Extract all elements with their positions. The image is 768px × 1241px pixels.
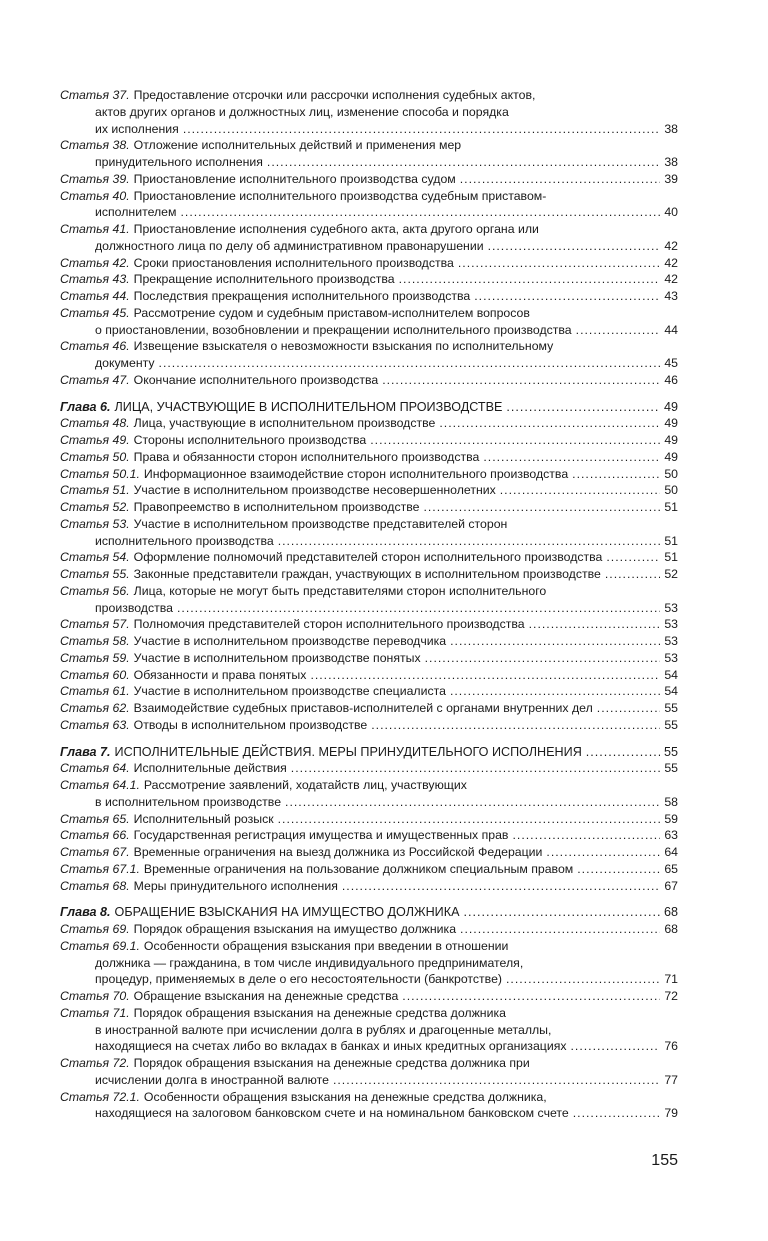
toc-entry: [60, 844, 678, 861]
dot-leader: [458, 255, 660, 272]
toc-line: [60, 399, 678, 416]
entry-page: 52: [664, 567, 678, 581]
toc-entry: [60, 449, 678, 466]
toc-entry: [60, 516, 678, 550]
entry-page: 44: [664, 322, 678, 337]
entry-label: Статья 59.: [60, 650, 130, 665]
entry-label: Статья 56.: [60, 583, 130, 598]
dot-leader: [371, 717, 660, 734]
entry-title: Порядок обращения взыскания на имущество должника: [133, 922, 457, 936]
entry-title: Сроки приостановления исполнительного производства: [133, 255, 454, 270]
toc-line: [60, 633, 678, 650]
entry-label: Статья 64.: [60, 761, 130, 776]
entry-page: 46: [664, 372, 678, 387]
entry-page: 38: [664, 155, 678, 169]
entry-page: 64: [664, 845, 678, 859]
entry-title: ЛИЦА, УЧАСТВУЮЩИЕ В ИСПОЛНИТЕЛЬНОМ ПРОИЗВОДСТВЕ: [114, 399, 503, 414]
toc-line: [60, 188, 678, 205]
toc-entry: [60, 760, 678, 777]
entry-title: Окончание исполнительного производства: [133, 372, 379, 387]
entry-title: Обращение взыскания на денежные средства: [133, 989, 399, 1003]
toc-line: [60, 204, 678, 221]
dot-leader: [310, 667, 660, 684]
entry-page: 42: [664, 238, 678, 253]
entry-title: Государственная регистрация имущества и имущественных прав: [133, 828, 509, 843]
toc-entry: [60, 549, 678, 566]
toc-line: [60, 238, 678, 255]
toc-entry: [60, 717, 678, 734]
entry-page: 77: [664, 1072, 678, 1087]
entry-page: 55: [664, 717, 678, 732]
entry-label: Статья 72.: [60, 1056, 130, 1070]
page-number: 155: [651, 1152, 678, 1169]
entry-label: Статья 38.: [60, 138, 130, 153]
entry-page: 68: [663, 905, 678, 920]
entry-page: 68: [664, 922, 678, 936]
dot-leader: [399, 271, 660, 288]
toc-line: [60, 1105, 678, 1122]
toc-entry: [60, 811, 678, 828]
entry-page: 43: [664, 289, 678, 303]
entry-title: Рассмотрение судом и судебным приставом-исполнителем вопросов: [133, 305, 530, 320]
entry-page: 53: [664, 600, 678, 615]
entry-title: Приостановление исполнительного производства судебным приставом-: [133, 188, 547, 203]
entry-page: 45: [664, 356, 678, 370]
entry-label: Статья 44.: [60, 289, 130, 303]
dot-leader: [506, 399, 660, 416]
entry-label: Статья 42.: [60, 255, 130, 270]
toc-chapter: [60, 904, 678, 921]
entry-page: 67: [664, 878, 678, 893]
toc-entry: [60, 1055, 678, 1089]
toc-line: [60, 104, 678, 121]
entry-title: Информационное взаимодействие сторон исполнительного производства: [143, 466, 569, 481]
entry-page: 63: [664, 828, 678, 843]
toc-line: [60, 121, 678, 138]
entry-page: 51: [664, 500, 678, 514]
toc-line: [60, 154, 678, 171]
dot-leader: [402, 988, 660, 1005]
entry-label: Статья 65.: [60, 811, 130, 826]
dot-leader: [512, 827, 660, 844]
entry-label: Статья 49.: [60, 433, 130, 447]
entry-label: Статья 60.: [60, 667, 130, 682]
entry-page: 49: [664, 433, 678, 447]
entry-label: Статья 37.: [60, 88, 130, 102]
dot-leader: [576, 322, 660, 339]
toc-entry: [60, 988, 678, 1005]
dot-leader: [586, 744, 660, 761]
toc-line: [60, 700, 678, 717]
toc-entry: [60, 188, 678, 222]
entry-label: Статья 41.: [60, 222, 130, 236]
entry-label: Статья 45.: [60, 305, 130, 320]
toc-line: [60, 516, 678, 533]
toc-line: [60, 566, 678, 583]
toc-entry: [60, 466, 678, 483]
entry-label: Статья 57.: [60, 617, 130, 632]
dot-leader: [500, 482, 660, 499]
entry-title: Участие в исполнительном производстве представителей сторон: [133, 516, 508, 531]
entry-page: 50: [664, 483, 678, 498]
dot-leader: [605, 566, 660, 583]
table-of-contents: [60, 87, 678, 1122]
entry-page: 53: [664, 617, 678, 632]
entry-label: Статья 62.: [60, 701, 130, 715]
entry-title: Особенности обращения взыскания при введении в отношении: [143, 938, 509, 953]
toc-entry: [60, 338, 678, 372]
toc-line: [60, 499, 678, 516]
entry-title: Меры принудительного исполнения: [133, 878, 338, 893]
toc-entry: [60, 616, 678, 633]
dot-leader: [529, 616, 660, 633]
entry-title: Участие в исполнительном производстве несовершеннолетних: [133, 483, 496, 498]
entry-page: 38: [664, 121, 678, 136]
entry-title: Приостановление исполнительного производства судом: [133, 171, 456, 186]
dot-leader: [183, 121, 660, 138]
entry-label: Глава 8.: [60, 905, 111, 920]
entry-page: 42: [664, 272, 678, 287]
toc-line: [60, 744, 678, 761]
dot-leader: [597, 700, 660, 717]
toc-line: [60, 137, 678, 154]
entry-page: 79: [664, 1106, 678, 1121]
toc-line: [60, 1022, 678, 1039]
entry-title: Отложение исполнительных действий и применения мер: [133, 138, 462, 153]
entry-title: Временные ограничения на выезд должника из Российской Федерации: [133, 845, 543, 859]
entry-title: Обязанности и права понятых: [133, 667, 307, 682]
entry-title: ИСПОЛНИТЕЛЬНЫЕ ДЕЙСТВИЯ. МЕРЫ ПРИНУДИТЕЛЬНОГО ИСПОЛНЕНИЯ: [114, 744, 582, 759]
toc-entry: [60, 566, 678, 583]
entry-label: Статья 51.: [60, 483, 130, 498]
dot-leader: [577, 861, 660, 878]
entry-label: Статья 54.: [60, 550, 130, 565]
entry-label: Статья 46.: [60, 339, 130, 354]
toc-line: [60, 549, 678, 566]
dot-leader: [159, 355, 660, 372]
toc-entry: [60, 583, 678, 617]
toc-entry: [60, 271, 678, 288]
toc-entry: [60, 667, 678, 684]
entry-label: Статья 58.: [60, 634, 130, 648]
toc-entry: [60, 700, 678, 717]
entry-page: 51: [664, 533, 678, 548]
dot-leader: [342, 878, 660, 895]
dot-leader: [423, 499, 660, 516]
dot-leader: [278, 811, 660, 828]
dot-leader: [267, 154, 660, 171]
entry-title: исчислении долга в иностранной валюте: [95, 1072, 329, 1087]
dot-leader: [460, 921, 660, 938]
toc-chapter: [60, 399, 678, 416]
entry-page: 49: [664, 416, 678, 431]
entry-page: 51: [664, 550, 678, 565]
toc-line: [60, 717, 678, 734]
entry-title: Полномочия представителей сторон исполнительного производства: [133, 617, 525, 632]
entry-label: Глава 6.: [60, 399, 111, 414]
toc-line: [60, 988, 678, 1005]
toc-entry: [60, 288, 678, 305]
entry-title: Исполнительный розыск: [133, 811, 274, 826]
dot-leader: [474, 288, 660, 305]
entry-label: Статья 70.: [60, 989, 130, 1003]
entry-page: 55: [664, 701, 678, 715]
toc-entry: [60, 499, 678, 516]
entry-page: 55: [664, 761, 678, 776]
entry-page: 53: [664, 634, 678, 648]
entry-page: 55: [663, 744, 678, 759]
entry-title: Порядок обращения взыскания на денежные средства должника при: [133, 1056, 530, 1070]
entry-label: Статья 67.: [60, 845, 130, 859]
entry-label: Статья 71.: [60, 1005, 130, 1020]
entry-title: Оформление полномочий представителей сторон исполнительного производства: [133, 550, 603, 565]
toc-line: [60, 1072, 678, 1089]
toc-line: [60, 861, 678, 878]
entry-title: документу: [95, 356, 155, 370]
entry-label: Статья 68.: [60, 878, 130, 893]
toc-line: [60, 372, 678, 389]
entry-title: должника — гражданина, в том числе индивидуального предпринимателя,: [95, 955, 524, 970]
toc-line: [60, 667, 678, 684]
dot-leader: [573, 1105, 660, 1122]
dot-leader: [488, 238, 660, 255]
dot-leader: [450, 683, 660, 700]
entry-label: Глава 7.: [60, 744, 111, 759]
entry-label: Статья 63.: [60, 717, 130, 732]
toc-line: [60, 794, 678, 811]
toc-entry: [60, 221, 678, 255]
dot-leader: [572, 466, 660, 483]
entry-title: должностного лица по делу об административном правонарушении: [95, 238, 484, 253]
entry-label: Статья 66.: [60, 828, 130, 843]
entry-page: 39: [664, 171, 678, 186]
entry-title: в исполнительном производстве: [95, 794, 282, 809]
entry-title: актов других органов и должностных лиц, изменение способа и порядка: [95, 104, 509, 119]
toc-entry: [60, 482, 678, 499]
entry-title: Права и обязанности сторон исполнительного производства: [133, 449, 480, 464]
toc-line: [60, 255, 678, 272]
entry-title: Порядок обращения взыскания на денежные средства должника: [133, 1005, 506, 1020]
entry-label: Статья 67.1.: [60, 861, 140, 876]
entry-title: Стороны исполнительного производства: [133, 433, 367, 447]
toc-line: [60, 449, 678, 466]
toc-line: [60, 955, 678, 972]
entry-title: Временные ограничения на пользование должником специальным правом: [143, 861, 574, 876]
entry-title: Предоставление отсрочки или рассрочки исполнения судебных актов,: [133, 88, 536, 102]
toc-entry: [60, 87, 678, 137]
entry-title: Особенности обращения взыскания на денежные средства должника,: [143, 1089, 547, 1104]
dot-leader: [278, 533, 660, 550]
toc-entry: [60, 1089, 678, 1123]
dot-leader: [571, 1038, 660, 1055]
toc-entry: [60, 861, 678, 878]
dot-leader: [382, 372, 660, 389]
entry-label: Статья 50.: [60, 449, 130, 464]
dot-leader: [463, 904, 660, 921]
dot-leader: [180, 204, 660, 221]
entry-label: Статья 72.1.: [60, 1089, 140, 1104]
toc-line: [60, 288, 678, 305]
entry-title: принудительного исполнения: [95, 155, 263, 169]
entry-title: Участие в исполнительном производстве понятых: [133, 650, 421, 665]
entry-label: Статья 52.: [60, 500, 130, 514]
toc-entry: [60, 305, 678, 339]
entry-title: Лица, участвующие в исполнительном производстве: [133, 416, 436, 431]
dot-leader: [425, 650, 660, 667]
entry-page: 50: [664, 466, 678, 481]
toc-entry: [60, 1005, 678, 1055]
toc-line: [60, 971, 678, 988]
dot-leader: [291, 760, 660, 777]
dot-leader: [606, 549, 660, 566]
toc-line: [60, 1089, 678, 1106]
dot-leader: [333, 1072, 660, 1089]
toc-line: [60, 355, 678, 372]
entry-page: 59: [664, 811, 678, 826]
toc-entry: [60, 827, 678, 844]
entry-label: Статья 69.1.: [60, 938, 140, 953]
entry-title: Участие в исполнительном производстве специалиста: [133, 684, 446, 699]
toc-entry: [60, 137, 678, 171]
toc-line: [60, 1005, 678, 1022]
toc-line: [60, 432, 678, 449]
toc-line: [60, 827, 678, 844]
dot-leader: [370, 432, 660, 449]
toc-line: [60, 760, 678, 777]
toc-line: [60, 844, 678, 861]
entry-title: Рассмотрение заявлений, ходатайств лиц, участвующих: [143, 778, 467, 792]
entry-page: 71: [664, 972, 678, 987]
toc-line: [60, 938, 678, 955]
toc-line: [60, 87, 678, 104]
toc-entry: [60, 633, 678, 650]
entry-page: 42: [664, 255, 678, 270]
entry-title: исполнителем: [95, 205, 177, 220]
entry-title: Извещение взыскателя о невозможности взыскания по исполнительному: [133, 339, 554, 354]
toc-entry: [60, 255, 678, 272]
entry-title: исполнительного производства: [95, 533, 274, 548]
toc-line: [60, 171, 678, 188]
toc-entry: [60, 878, 678, 895]
entry-title: Прекращение исполнительного производства: [133, 272, 395, 287]
entry-page: 76: [664, 1039, 678, 1054]
entry-label: Статья 64.1.: [60, 778, 140, 792]
toc-entry: [60, 650, 678, 667]
dot-leader: [506, 971, 660, 988]
toc-line: [60, 811, 678, 828]
toc-entry: [60, 777, 678, 811]
toc-line: [60, 921, 678, 938]
entry-title: Законные представители граждан, участвующих в исполнительном производстве: [133, 567, 601, 581]
dot-leader: [483, 449, 660, 466]
toc-line: [60, 904, 678, 921]
toc-line: [60, 600, 678, 617]
dot-leader: [460, 171, 660, 188]
dot-leader: [285, 794, 660, 811]
toc-entry: [60, 683, 678, 700]
toc-line: [60, 583, 678, 600]
entry-page: 49: [663, 399, 678, 414]
entry-title: находящиеся на счетах либо во вкладах в банках и иных кредитных организациях: [95, 1039, 567, 1054]
toc-line: [60, 1038, 678, 1055]
dot-leader: [177, 600, 660, 617]
entry-title: о приостановлении, возобновлении и прекращении исполнительного производства: [95, 322, 572, 337]
toc-line: [60, 777, 678, 794]
entry-title: Взаимодействие судебных приставов-исполнителей с органами внутренних дел: [133, 701, 593, 715]
toc-line: [60, 221, 678, 238]
toc-entry: [60, 432, 678, 449]
toc-entry: [60, 938, 678, 988]
toc-line: [60, 650, 678, 667]
entry-title: Отводы в исполнительном производстве: [133, 717, 368, 732]
entry-title: ОБРАЩЕНИЕ ВЗЫСКАНИЯ НА ИМУЩЕСТВО ДОЛЖНИКА: [114, 905, 460, 920]
entry-title: их исполнения: [95, 121, 179, 136]
entry-label: Статья 53.: [60, 516, 130, 531]
entry-page: 40: [664, 205, 678, 220]
toc-line: [60, 683, 678, 700]
entry-label: Статья 48.: [60, 416, 130, 431]
toc-entry: [60, 372, 678, 389]
toc-line: [60, 466, 678, 483]
toc-line: [60, 322, 678, 339]
entry-label: Статья 43.: [60, 272, 130, 287]
entry-page: 54: [664, 667, 678, 682]
entry-title: в иностранной валюте при исчислении долга в рублях и драгоценные металлы,: [95, 1022, 552, 1037]
entry-title: Последствия прекращения исполнительного производства: [133, 289, 471, 303]
toc-entry: [60, 415, 678, 432]
entry-label: Статья 39.: [60, 171, 130, 186]
entry-label: Статья 47.: [60, 372, 130, 387]
toc-line: [60, 305, 678, 322]
toc-line: [60, 533, 678, 550]
entry-title: производства: [95, 600, 173, 615]
entry-title: Участие в исполнительном производстве переводчика: [133, 634, 447, 648]
entry-page: 58: [664, 794, 678, 809]
dot-leader: [546, 844, 660, 861]
entry-label: Статья 55.: [60, 567, 130, 581]
entry-label: Статья 50.1.: [60, 466, 140, 481]
entry-title: Приостановление исполнения судебного акта, акта другого органа или: [133, 222, 539, 236]
dot-leader: [439, 415, 660, 432]
toc-entry: [60, 921, 678, 938]
entry-title: Лица, которые не могут быть представителями сторон исполнительного: [133, 583, 547, 598]
entry-title: находящиеся на залоговом банковском счете и на номинальном банковском счете: [95, 1106, 569, 1121]
toc-chapter: [60, 744, 678, 761]
toc-line: [60, 878, 678, 895]
toc-line: [60, 616, 678, 633]
toc-line: [60, 415, 678, 432]
entry-label: Статья 40.: [60, 188, 130, 203]
dot-leader: [450, 633, 660, 650]
entry-page: 65: [664, 861, 678, 876]
entry-label: Статья 69.: [60, 922, 130, 936]
entry-title: Исполнительные действия: [133, 761, 287, 776]
entry-label: Статья 61.: [60, 684, 130, 699]
toc-line: [60, 271, 678, 288]
entry-page: 49: [664, 449, 678, 464]
toc-entry: [60, 171, 678, 188]
toc-line: [60, 482, 678, 499]
toc-line: [60, 1055, 678, 1072]
entry-title: процедур, применяемых в деле о его несостоятельности (банкротстве): [95, 972, 502, 987]
entry-title: Правопреемство в исполнительном производстве: [133, 500, 420, 514]
entry-page: 53: [664, 650, 678, 665]
entry-page: 54: [664, 684, 678, 699]
toc-line: [60, 338, 678, 355]
entry-page: 72: [664, 989, 678, 1003]
